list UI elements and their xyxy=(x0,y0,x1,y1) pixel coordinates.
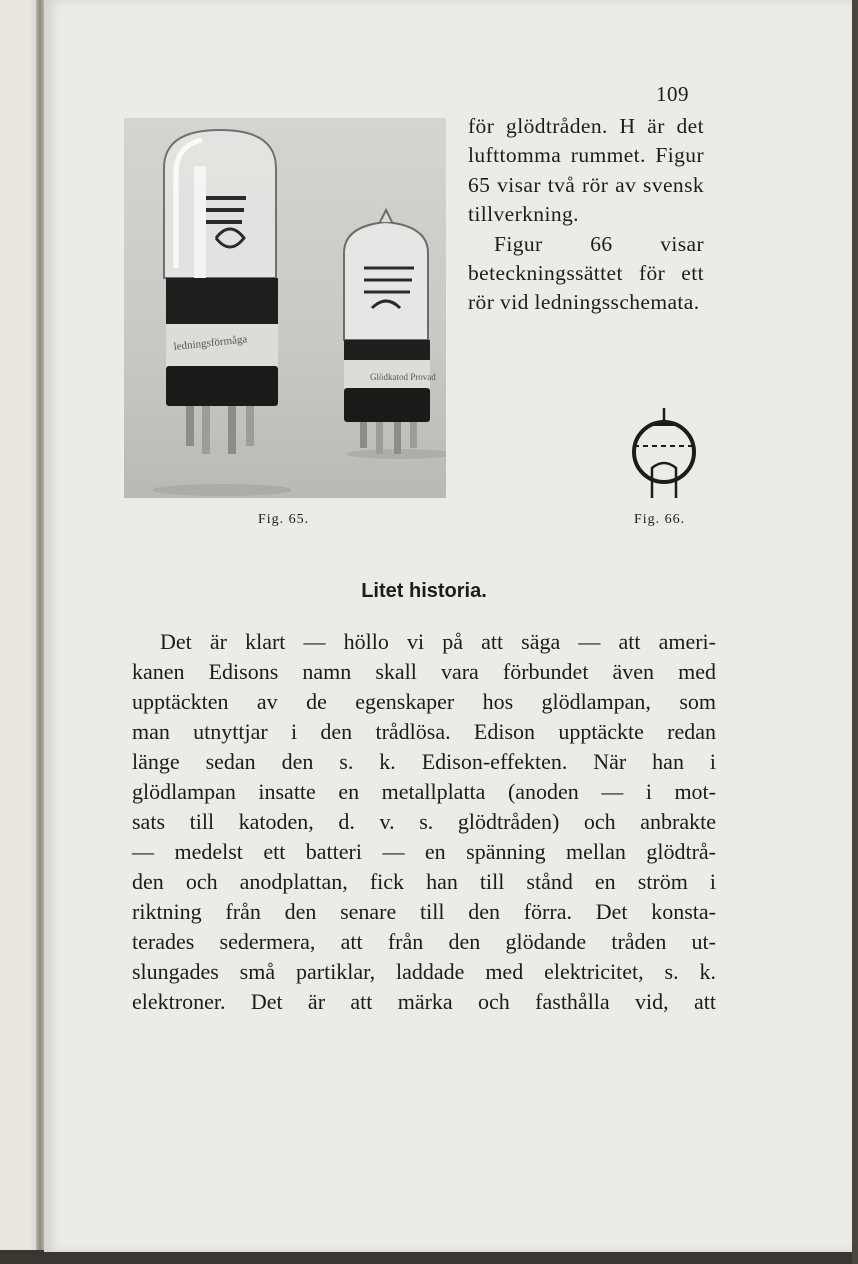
page-number: 109 xyxy=(656,82,689,106)
text-line: elektroner. Det är att märka och fasthålla vid, att xyxy=(132,989,716,1014)
text-line: slungades små partiklar, laddade med elektricitet, s. k. xyxy=(132,959,716,984)
side-paragraph-2: Figur 66 visar beteckningssättet för ett rör vid ledningsschemata. xyxy=(468,231,704,315)
figure-65-label-large: ledningsförmåga xyxy=(173,333,248,353)
text-line: kanen Edisons namn skall vara förbundet även med xyxy=(132,659,716,684)
text-line: upptäckten av de egenskaper hos glödlampan, som xyxy=(132,689,716,714)
figure-65-label-small: Glödkatod Provad xyxy=(370,372,436,382)
text-line: man utnyttjar i den trådlösa. Edison upptäckte redan xyxy=(132,719,716,744)
book-page xyxy=(44,0,852,1252)
text-line: — medelst ett batteri — en spänning mellan glödtrå- xyxy=(132,839,716,864)
text-line: terades sedermera, att från den glödande tråden ut- xyxy=(132,929,716,954)
figure-66-caption: Fig. 66. xyxy=(634,512,686,527)
figure-65-caption: Fig. 65. xyxy=(258,512,310,527)
figure-65-photo xyxy=(124,118,446,498)
section-heading: Litet historia. xyxy=(361,580,487,602)
side-text xyxy=(468,112,704,318)
text-line: den och anodplattan, fick han till stånd en ström i xyxy=(132,869,716,894)
text-line: Det är klart — höllo vi på att säga — att ameri- xyxy=(160,629,716,654)
figure-66-tube-symbol xyxy=(622,406,706,502)
left-page-edge xyxy=(0,0,40,1250)
text-line: sats till katoden, d. v. s. glödtråden) och anbrakte xyxy=(132,809,716,834)
body-text xyxy=(132,627,716,1017)
right-page-edge xyxy=(852,0,858,1264)
text-line: riktning från den senare till den förra. Det konsta- xyxy=(132,899,716,924)
side-paragraph-1: för glödtråden. H är det lufttomma rummet. Figur 65 visar två rör av svensk tillverkning. xyxy=(468,114,704,227)
text-line: länge sedan den s. k. Edison-effekten. När han i xyxy=(132,749,716,774)
text-line: glödlampan insatte en metallplatta (anoden — i mot- xyxy=(132,779,716,804)
